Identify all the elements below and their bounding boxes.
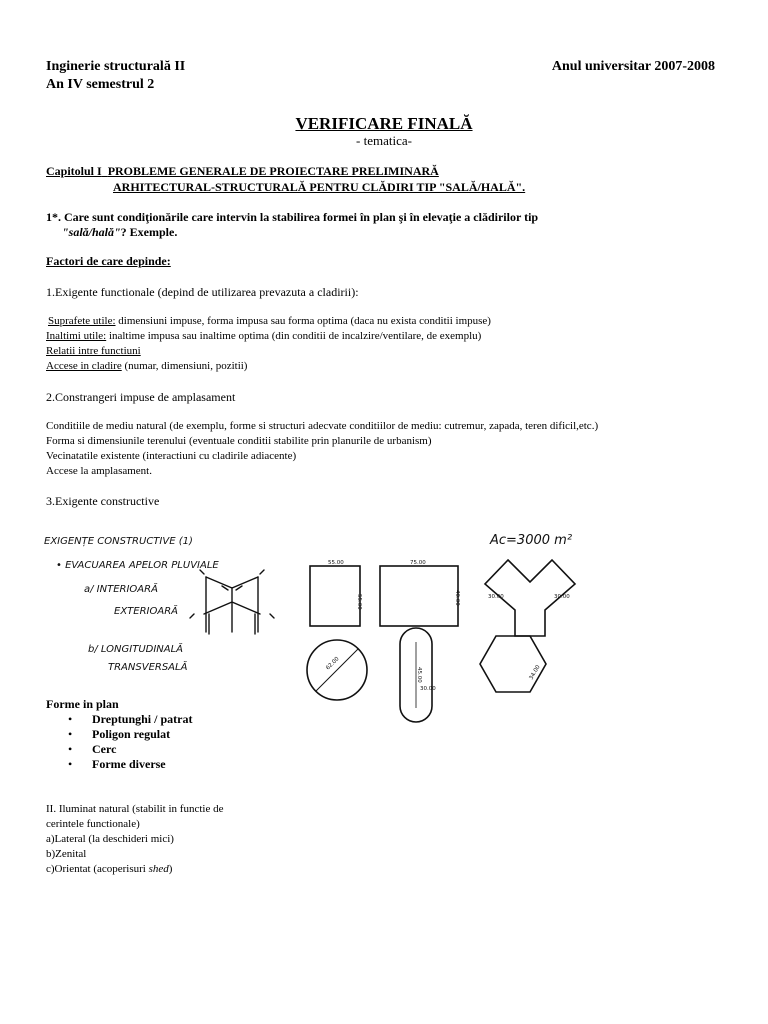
list-item: • Poligon regulat bbox=[46, 727, 192, 742]
plan-shapes-figure bbox=[300, 522, 585, 727]
academic-year: Anul universitar 2007-2008 bbox=[551, 59, 715, 74]
question-line1: 1*. Care sunt condiţionările care intervin la stabilirea formei în plan şi în elevaţie a clădirilor tip bbox=[46, 210, 539, 224]
sketch-line3: EXTERIOARĂ bbox=[114, 606, 178, 617]
light-item-c: c)Orientat (acoperisuri shed) bbox=[46, 863, 173, 875]
section1-item: Inaltimi utile: inaltime impusa sau inaltime optima (din conditii de incalzire/ventilare, de exemplu) bbox=[46, 330, 482, 342]
section1-item: Suprafete utile: dimensiuni impuse, forma impusa sau forma optima (daca nu exista conditii impuse) bbox=[48, 315, 491, 327]
section2-item: Vecinatatile existente (interactiuni cu cladirile adiacente) bbox=[46, 450, 297, 462]
light-item-a: a)Lateral (la deschideri mici) bbox=[46, 833, 174, 845]
section2-item: Conditiile de mediu natural (de exemplu, forme si structuri adecvate conditiilor de mediu: cutremur, zapada, teren dificil,etc.) bbox=[46, 420, 599, 432]
question-line2 bbox=[62, 225, 177, 240]
sketch-line4: b/ LONGITUDINALĂ bbox=[88, 644, 184, 655]
area-label: Ac=3000 m² bbox=[490, 533, 573, 548]
page-title: VERIFICARE FINALĂ bbox=[295, 114, 473, 133]
section2-item: Accese la amplasament. bbox=[46, 465, 152, 477]
chapter-title-line2: ARHITECTURAL-STRUCTURALĂ PENTRU CLĂDIRI TIP "SALĂ/HALĂ". bbox=[113, 180, 526, 194]
section2-heading: 2.Constrangeri impuse de amplasament bbox=[46, 390, 236, 404]
square-shape bbox=[310, 566, 360, 626]
constructive-requirements-sketch bbox=[44, 522, 294, 692]
sketch-line2: a/ INTERIOARĂ bbox=[84, 584, 158, 595]
svg-text:45.00: 45.00 bbox=[416, 667, 422, 683]
list-item: • Forme diverse bbox=[46, 757, 192, 772]
svg-text:62.00: 62.00 bbox=[325, 656, 341, 672]
chapter-heading-line1 bbox=[46, 164, 439, 179]
hexagon-shape bbox=[480, 636, 546, 692]
section1-item: Accese in cladire (numar, dimensiuni, pozitii) bbox=[46, 360, 248, 372]
svg-text:30.00: 30.00 bbox=[420, 686, 436, 692]
chapter-title-line1: PROBLEME GENERALE DE PROIECTARE PRELIMINARĂ bbox=[107, 164, 439, 178]
list-item: • Dreptunghi / patrat bbox=[46, 712, 192, 727]
page-subtitle: - tematica- bbox=[356, 133, 412, 148]
svg-text:30.00: 30.00 bbox=[488, 594, 504, 600]
question-italic: "sală/hală" bbox=[62, 225, 121, 239]
sketch-title: EXIGENȚE CONSTRUCTIVE (1) bbox=[44, 536, 193, 547]
sketch-line5: TRANSVERSALĂ bbox=[108, 662, 188, 673]
svg-text:75.00: 75.00 bbox=[410, 560, 426, 566]
list-item: • Cerc bbox=[46, 742, 192, 757]
svg-text:55.00: 55.00 bbox=[328, 560, 344, 566]
svg-text:34.00: 34.00 bbox=[528, 664, 542, 681]
light-item-b: b)Zenital bbox=[46, 848, 87, 860]
forms-list bbox=[46, 712, 192, 772]
factors-heading: Factori de care depinde: bbox=[46, 254, 171, 268]
svg-text:30.00: 30.00 bbox=[554, 594, 570, 600]
chapter-label: Capitolul I bbox=[46, 164, 102, 178]
section1-heading: 1.Exigente functionale (depind de utilizarea prevazuta a cladirii): bbox=[46, 285, 359, 299]
section2-item: Forma si dimensiunile terenului (eventuale conditii stabilite prin planurile de urbanism) bbox=[46, 435, 432, 447]
light-heading-line2: cerintele functionale) bbox=[46, 818, 140, 830]
sketch-line1: • EVACUAREA APELOR PLUVIALE bbox=[56, 560, 219, 571]
section1-item: Relatii intre functiuni bbox=[46, 345, 141, 357]
svg-text:40.00: 40.00 bbox=[454, 590, 460, 606]
rectangle-shape bbox=[380, 566, 458, 626]
light-heading-line1: II. Iluminat natural (stabilit in functie de bbox=[46, 803, 224, 815]
forms-heading: Forme in plan bbox=[46, 697, 119, 711]
section3-heading: 3.Exigente constructive bbox=[46, 494, 160, 508]
question-rest: ? Exemple. bbox=[120, 225, 178, 239]
svg-text:55.00: 55.00 bbox=[356, 594, 362, 610]
year-semester: An IV semestrul 2 bbox=[46, 77, 155, 92]
course-name: Inginerie structurală II bbox=[46, 59, 186, 74]
